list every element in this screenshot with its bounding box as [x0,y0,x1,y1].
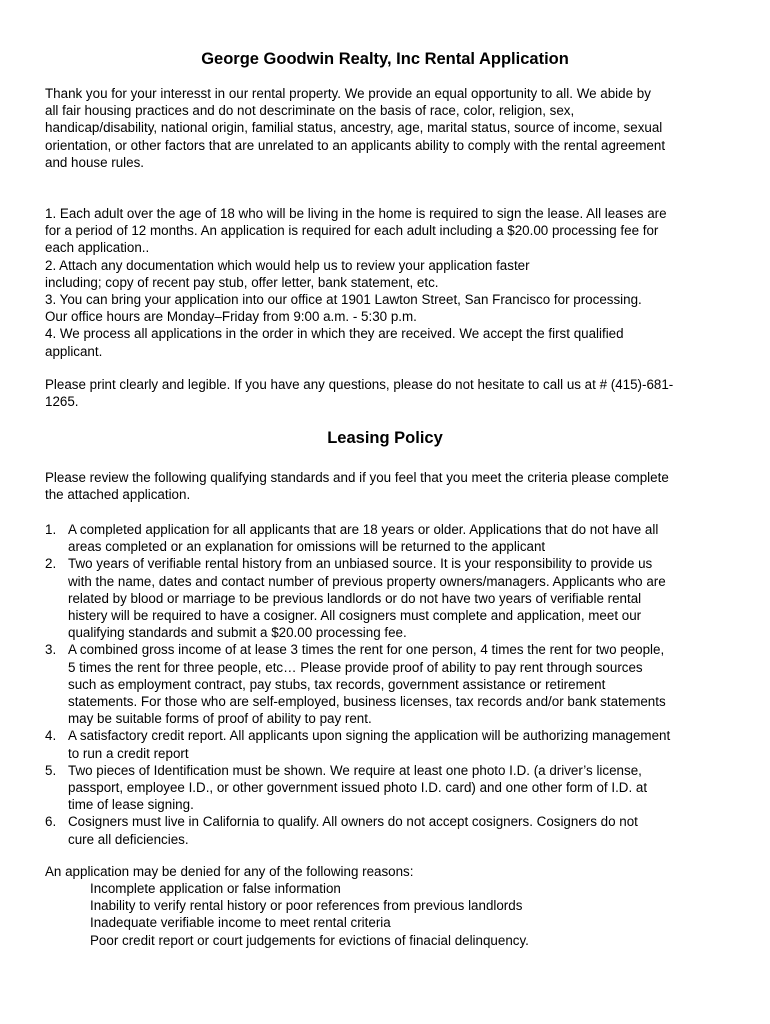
list-item [45,641,735,727]
list-item: Inability to verify rental history or poor references from previous landlords [90,898,523,914]
list-item-line: time of lease signing. [68,797,194,813]
intro-line: handicap/disability, national origin, familial status, ancestry, age, marital status, source of income, sexual [45,120,663,136]
list-item-number: 2. [45,556,57,572]
list-item-line: Cosigners must live in California to qualify. All owners do not accept cosigners. Cosigners do not [68,814,638,830]
instruction-line: 4. We process all applications in the order in which they are received. We accept the first qualified [45,326,624,342]
list-item-line: A combined gross income of at lease 3 times the rent for one person, 4 times the rent for two people, [68,642,665,658]
list-item-line: qualifying standards and submit a $20.00 processing fee. [68,625,407,641]
contact-line: Please print clearly and legible. If you have any questions, please do not hesitate to call us at # (415)-681- [45,377,674,392]
instruction-line: applicant. [45,343,103,359]
list-item-line: to run a credit report [68,745,189,761]
list-item-line: Two years of verifiable rental history from an unbiased source. It is your responsibility to provide us [68,556,653,572]
list-item-line: 5 times the rent for three people, etc… Please provide proof of ability to pay rent through sources [68,659,643,675]
list-item-number: 3. [45,642,57,658]
list-item: Poor credit report or court judgements for evictions of finacial delinquency. [90,932,529,948]
intro-line: orientation, or other factors that are unrelated to an applicants ability to comply with the rental agreement [45,137,666,153]
instruction-line: each application.. [45,240,150,256]
contact-line: 1265. [45,394,79,410]
list-item-line: related by blood or marriage to be previous landlords or do not have two years of verifiable rental [68,590,642,606]
instructions-paragraph [45,205,735,360]
list-item: Incomplete application or false information [90,881,341,896]
list-item [45,555,735,641]
instruction-line: including; copy of recent pay stub, offer letter, bank statement, etc. [45,274,439,290]
list-item-line: passport, employee I.D., or other government issued photo I.D. card) and one other form of I.D. at [68,780,648,796]
list-item [45,762,735,814]
list-item-line: may be suitable forms of proof of ability to pay rent. [68,711,372,727]
qualifying-standards-list [45,521,735,848]
list-item-line: Two pieces of Identification must be shown. We require at least one photo I.D. (a driver’s license, [68,762,642,778]
policy-intro-paragraph [45,469,735,503]
denial-reasons-list [90,880,730,949]
list-item-line: with the name, dates and contact number of previous property owners/managers. Applicants who are [68,573,666,589]
list-item [45,521,735,555]
list-item-line: histery will be required to have a cosigner. All cosigners must complete and application, meet our [68,608,642,624]
policy-intro-line: Please review the following qualifying standards and if you feel that you meet the criteria please complete [45,470,669,485]
instruction-line: 2. Attach any documentation which would help us to review your application faster [45,257,530,273]
contact-paragraph [45,376,735,410]
intro-paragraph [45,85,735,171]
list-item-number: 5. [45,762,57,778]
intro-line: all fair housing practices and do not descriminate on the basis of race, color, religion, sex, [45,103,575,119]
denial-intro: An application may be denied for any of the following reasons: [45,864,414,879]
list-item [45,813,735,847]
page-title: George Goodwin Realty, Inc Rental Application [201,50,569,68]
list-item [45,727,735,761]
list-item-line: A completed application for all applicants that are 18 years or older. Applications that do not have all [68,522,659,537]
list-item-line: areas completed or an explanation for omissions will be returned to the applicant [68,539,546,555]
list-item-line: statements. For those who are self-employed, business licenses, tax records and/or bank statements [68,694,666,710]
instruction-line: for a period of 12 months. An application is required for each adult including a $20.00 processing fee for [45,223,659,239]
instruction-line: 1. Each adult over the age of 18 who will be living in the home is required to sign the lease. All leases are [45,206,667,221]
intro-line: and house rules. [45,154,145,170]
policy-intro-line: the attached application. [45,487,191,503]
section-heading-leasing-policy: Leasing Policy [327,429,443,447]
list-item: Inadequate verifiable income to meet rental criteria [90,915,391,931]
list-item-line: A satisfactory credit report. All applicants upon signing the application will be authorizing management [68,728,671,744]
instruction-line: 3. You can bring your application into our office at 1901 Lawton Street, San Francisco for processing. [45,292,642,308]
list-item-number: 6. [45,814,57,830]
list-item-number: 4. [45,728,57,744]
list-item-number: 1. [45,522,57,537]
list-item-line: cure all deficiencies. [68,831,189,847]
intro-line: Thank you for your interesst in our rental property. We provide an equal opportunity to all. We abide by [45,86,651,101]
list-item-line: such as employment contract, pay stubs, tax records, government assistance or retirement [68,676,606,692]
instruction-line: Our office hours are Monday–Friday from 9:00 a.m. - 5:30 p.m. [45,309,417,325]
